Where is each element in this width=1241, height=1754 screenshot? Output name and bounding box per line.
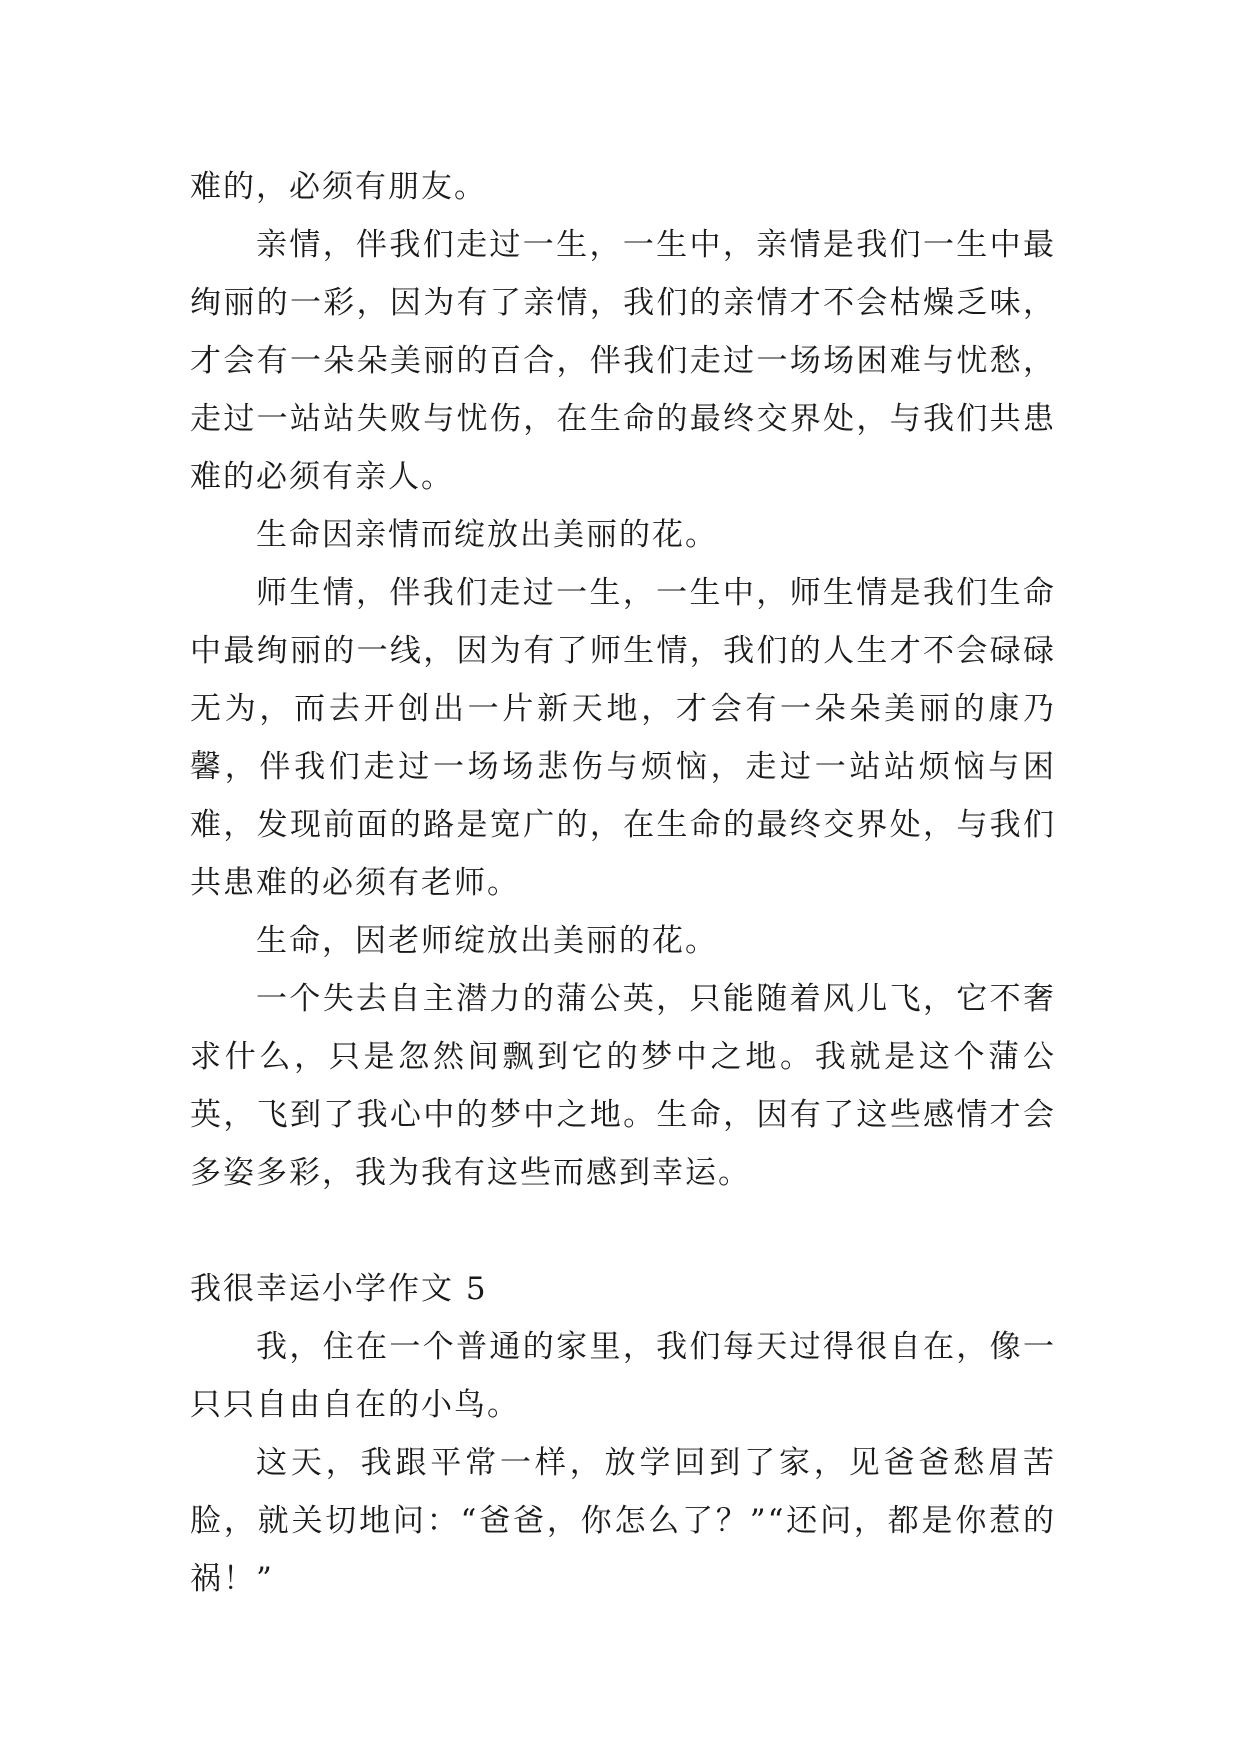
paragraph: 我，住在一个普通的家里，我们每天过得很自在，像一只只自由自在的小鸟。 <box>190 1329 1056 1423</box>
paragraph: 生命，因老师绽放出美丽的花。 <box>256 923 718 959</box>
paragraph: 亲情，伴我们走过一生，一生中，亲情是我们一生中最绚丽的一彩，因为有了亲情，我们的亲情才不会枯燥乏味，才会有一朵朵美丽的百合，伴我们走过一场场困难与忧愁，走过一站站失败与忧伤，在生命的最终交界处，与我们共患难的必须有亲人。 <box>190 227 1056 495</box>
paragraph: 师生情，伴我们走过一生，一生中，师生情是我们生命中最绚丽的一线，因为有了师生情，我们的人生才不会碌碌无为，而去开创出一片新天地，才会有一朵朵美丽的康乃馨，伴我们走过一场场悲伤与烦恼，走过一站站烦恼与困难，发现前面的路是宽广的，在生命的最终交界处，与我们共患难的必须有老师。 <box>190 575 1056 901</box>
paragraph: 这天，我跟平常一样，放学回到了家，见爸爸愁眉苦脸，就关切地问：“爸爸，你怎么了？”“还问，都是你惹的祸！” <box>190 1445 1056 1597</box>
document-body <box>190 158 1056 1608</box>
paragraph: 难的，必须有朋友。 <box>190 169 487 205</box>
paragraph: 一个失去自主潜力的蒲公英，只能随着风儿飞，它不奢求什么，只是忽然间飘到它的梦中之地。我就是这个蒲公英，飞到了我心中的梦中之地。生命，因有了这些感情才会多姿多彩，我为我有这些而感到幸运。 <box>190 981 1056 1191</box>
paragraph: 生命因亲情而绽放出美丽的花。 <box>256 517 718 553</box>
section-heading: 我很幸运小学作文 5 <box>190 1271 488 1307</box>
section-gap <box>190 1202 1056 1260</box>
